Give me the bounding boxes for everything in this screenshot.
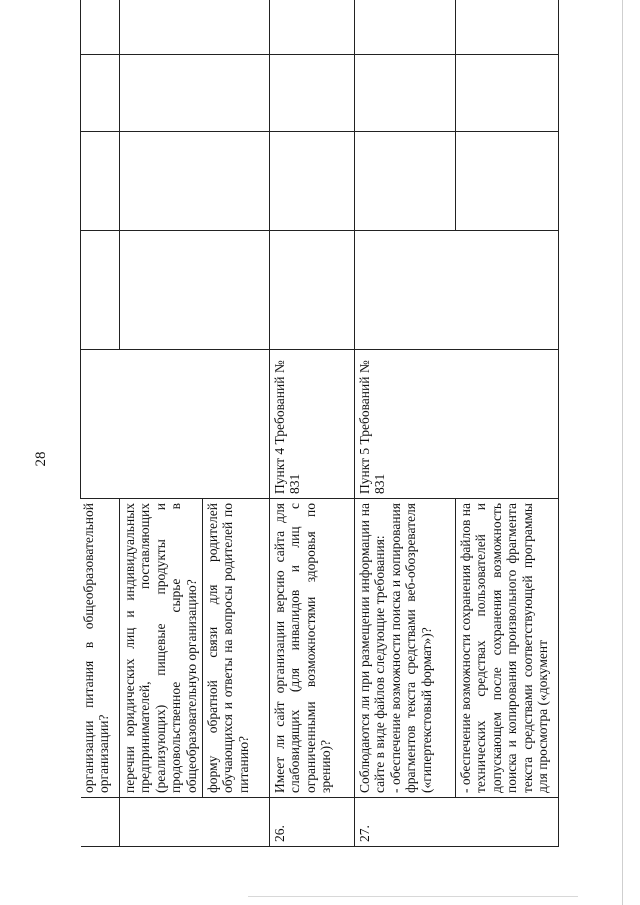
table-row bbox=[81, 0, 120, 847]
reference-cell: Пункт 4 Требований № 831 bbox=[270, 350, 355, 499]
rotated-page-content bbox=[80, 57, 550, 847]
reference-cell bbox=[81, 350, 270, 499]
scan-artifact-line bbox=[248, 896, 578, 897]
question-text: форму обратной связи для родителей обучающихся и ответы на вопросы родителей по питанию? bbox=[205, 503, 251, 793]
page-number: 28 bbox=[33, 451, 49, 467]
empty-cell bbox=[456, 0, 559, 55]
question-cell bbox=[81, 499, 120, 798]
empty-cell bbox=[120, 55, 270, 132]
empty-cell bbox=[270, 0, 355, 55]
reference-cell: Пункт 5 Требований № 831 bbox=[355, 350, 559, 499]
question-cell bbox=[355, 499, 456, 798]
question-text: - обеспечение возможности сохранения файлов на технических средствах пользователей и допускающем после сохранения возможность поиска и копирования произвольного фрагмента текста средствами соответствующей программы для просмотра («документ bbox=[458, 503, 550, 793]
checklist-table bbox=[80, 0, 559, 847]
question-text: Соблюдаются ли при размещении информации на сайте в виде файлов следующие требования: bbox=[357, 503, 388, 793]
empty-cell bbox=[81, 55, 120, 132]
question-text: перечни юридических лиц и индивидуальных предпринимателей, поставляющих (реализующих) пищевые продукты и продовольственное сырье в общеобразовательную организацию? bbox=[122, 503, 199, 793]
empty-cell bbox=[81, 0, 120, 55]
row-number-cell bbox=[81, 798, 120, 847]
question-cell bbox=[203, 499, 270, 798]
empty-cell bbox=[456, 132, 559, 231]
question-text: организации питания в общеобразовательной организации? bbox=[80, 503, 111, 793]
empty-cell bbox=[270, 55, 355, 132]
empty-cell bbox=[81, 231, 120, 350]
row-number-cell bbox=[120, 798, 270, 847]
empty-cell bbox=[270, 231, 355, 350]
empty-cell bbox=[355, 55, 456, 132]
question-text: Имеет ли сайт организации версию сайта для слабовидящих (для инвалидов и лиц с ограниченными возможностями здоровья по зрению)? bbox=[272, 503, 334, 793]
table-row bbox=[355, 0, 456, 847]
question-cell bbox=[120, 499, 203, 798]
row-number-cell: 26. bbox=[270, 798, 355, 847]
empty-cell bbox=[120, 132, 270, 231]
question-cell bbox=[270, 499, 355, 798]
empty-cell bbox=[355, 132, 456, 231]
page-edge-line bbox=[622, 0, 623, 905]
question-text: - обеспечение возможности поиска и копирования фрагментов текста средствами веб-обозревателя («гипертекстовый формат»)? bbox=[387, 503, 434, 793]
empty-cell bbox=[81, 132, 120, 231]
row-number-cell: 27. bbox=[355, 798, 559, 847]
empty-cell bbox=[355, 0, 456, 55]
empty-cell bbox=[270, 132, 355, 231]
empty-cell bbox=[456, 55, 559, 132]
empty-cell bbox=[120, 231, 270, 350]
empty-cell bbox=[355, 231, 559, 350]
empty-cell bbox=[120, 0, 270, 55]
question-cell bbox=[456, 499, 559, 798]
table-row bbox=[270, 0, 355, 847]
